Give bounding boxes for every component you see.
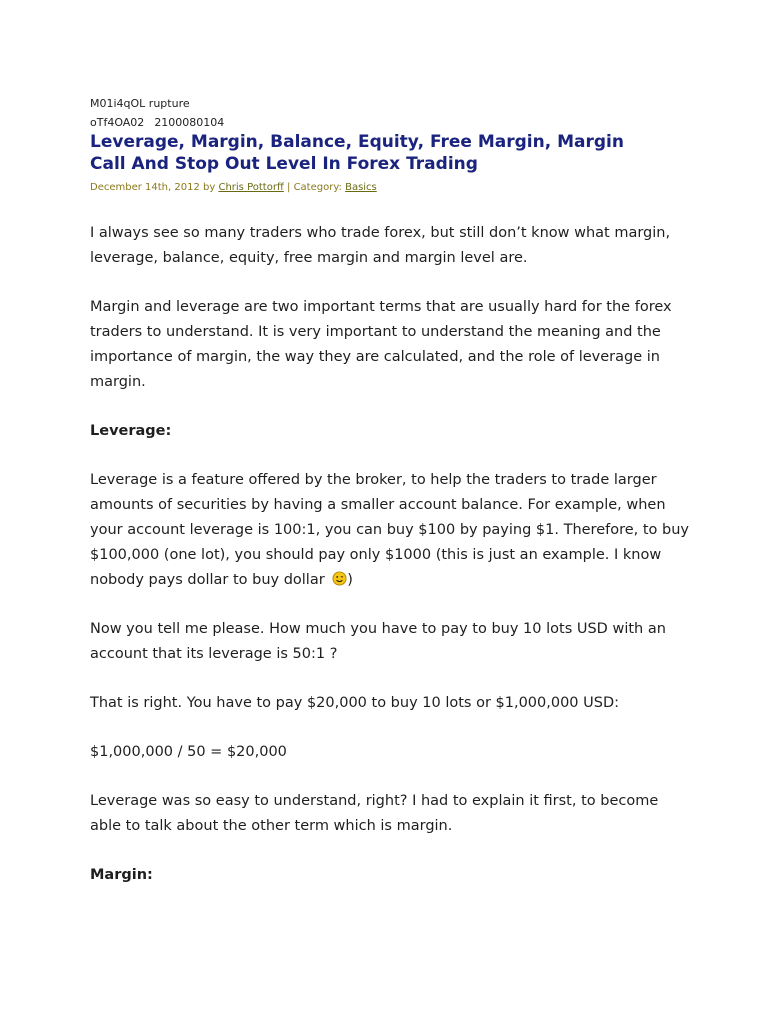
- document-code-line-1: [90, 97, 690, 111]
- document-page: [90, 97, 690, 912]
- article-title-line-1: Leverage, Margin, Balance, Equity, Free Margin, Margin: [90, 132, 624, 152]
- heading-leverage: Leverage:: [90, 423, 172, 439]
- smiley-face-icon: [332, 571, 347, 586]
- article-title-line-2: Call And Stop Out Level In Forex Trading: [90, 154, 478, 174]
- paragraph-transition: Leverage was so easy to understand, right? I had to explain it first, to become able to talk about the other term which is margin.: [90, 793, 659, 834]
- article-meta: [90, 181, 690, 195]
- document-code-line-2: [90, 116, 690, 130]
- author-link[interactable]: Chris Pottorff: [218, 182, 284, 193]
- document-code-1: M01i4qOL rupture: [90, 97, 190, 110]
- category-link[interactable]: Basics: [345, 182, 377, 193]
- paragraph-margin-leverage: Margin and leverage are two important terms that are usually hard for the forex traders to understand. It is very important to understand the meaning and the importance of margin, the way they are calculated, and the role of leverage in margin.: [90, 299, 672, 390]
- leverage-definition-text: Leverage is a feature offered by the broker, to help the traders to trade larger amounts of securities by having a smaller account balance. For example, when your account leverage is 100:1, you can buy $100 by paying $1. Therefore, to buy $100,000 (one lot), you should pay only $1000 (this is just an example. I know nobody pays dollar to buy dollar: [90, 472, 690, 588]
- document-code-2a: oTf4OA02: [90, 116, 145, 129]
- paragraph-question: Now you tell me please. How much you have to pay to buy 10 lots USD with an account that its leverage is 50:1 ?: [90, 621, 666, 662]
- heading-margin: Margin:: [90, 867, 153, 883]
- by-label: by: [203, 182, 216, 193]
- post-date: December 14th, 2012: [90, 182, 200, 193]
- leverage-definition-end: ): [347, 572, 353, 588]
- paragraph-leverage-definition: [90, 468, 690, 593]
- article-title: [90, 131, 690, 175]
- document-code-2b: 2100080104: [154, 116, 225, 129]
- paragraph-equation: $1,000,000 / 50 = $20,000: [90, 744, 287, 760]
- category-label: | Category:: [287, 182, 342, 193]
- paragraph-answer: That is right. You have to pay $20,000 to buy 10 lots or $1,000,000 USD:: [90, 695, 620, 711]
- paragraph-intro: I always see so many traders who trade forex, but still don’t know what margin, leverage, balance, equity, free margin and margin level are.: [90, 225, 671, 266]
